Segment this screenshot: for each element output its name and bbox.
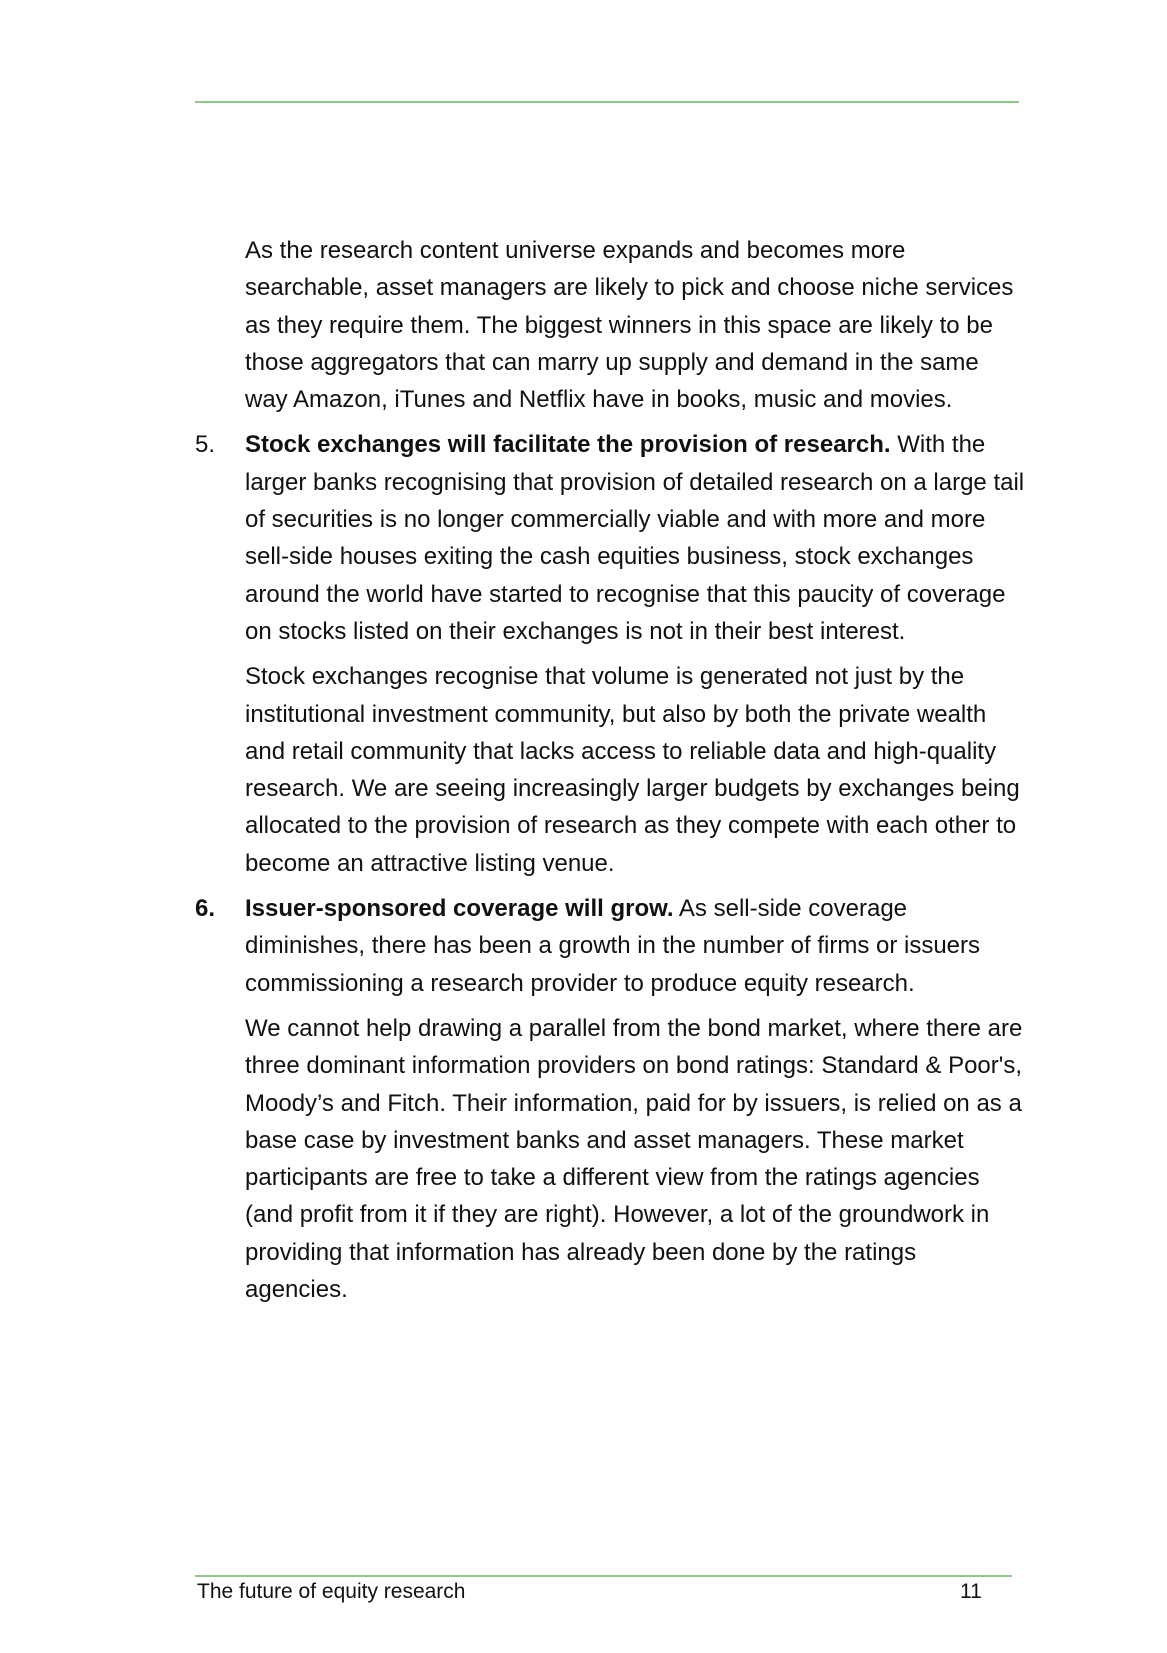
list-item-number: 6. bbox=[195, 895, 216, 923]
list-item-text: With the larger banks recognising that provision of detailed research on a large tail of securities is no longer commercially viable and with more and more sell-side houses exiting the cash equities business, stock exchanges around the world have started to recognise that this paucity of coverage on stocks listed on their exchanges is not in their best interest. bbox=[245, 431, 1025, 645]
document-body bbox=[195, 232, 1025, 1316]
header-rule bbox=[195, 101, 1019, 103]
page-number: 11 bbox=[960, 1580, 982, 1603]
list-item-6 bbox=[195, 890, 1025, 1002]
list-item-6-follow-paragraph: We cannot help drawing a parallel from the bond market, where there are three dominant information providers on bond ratings: Standard & Poor's, Moody’s and Fitch. Their information, paid for by issuers, is relied on as a base case by investment banks and asset managers. These market participants are free to take a different view from the ratings agencies (and profit from it if they are right). However, a lot of the groundwork in providing that information has already been done by the ratings agencies. bbox=[245, 1014, 1023, 1304]
footer-rule bbox=[195, 1575, 1012, 1577]
footer-title: The future of equity research bbox=[197, 1580, 466, 1603]
list-item-lead: Stock exchanges will facilitate the provision of research. bbox=[245, 431, 891, 459]
list-item-number: 5. bbox=[195, 431, 216, 459]
intro-paragraph: As the research content universe expands and becomes more searchable, asset managers are likely to pick and choose niche services as they require them. The biggest winners in this space are likely to be those aggregators that can marry up supply and demand in the same way Amazon, iTunes and Netflix have in books, music and movies. bbox=[245, 237, 1014, 414]
list-item-5 bbox=[195, 426, 1025, 650]
list-item-5-follow-paragraph: Stock exchanges recognise that volume is generated not just by the institutional investment community, but also by both the private wealth and retail community that lacks access to reliable data and high-quality research. We are seeing increasingly larger budgets by exchanges being allocated to the provision of research as they compete with each other to become an attractive listing venue. bbox=[245, 663, 1020, 877]
list-item-text: As sell-side coverage diminishes, there has been a growth in the number of firms or issuers commissioning a research provider to produce equity research. bbox=[245, 895, 981, 997]
list-item-lead: Issuer-sponsored coverage will grow. bbox=[245, 895, 674, 923]
